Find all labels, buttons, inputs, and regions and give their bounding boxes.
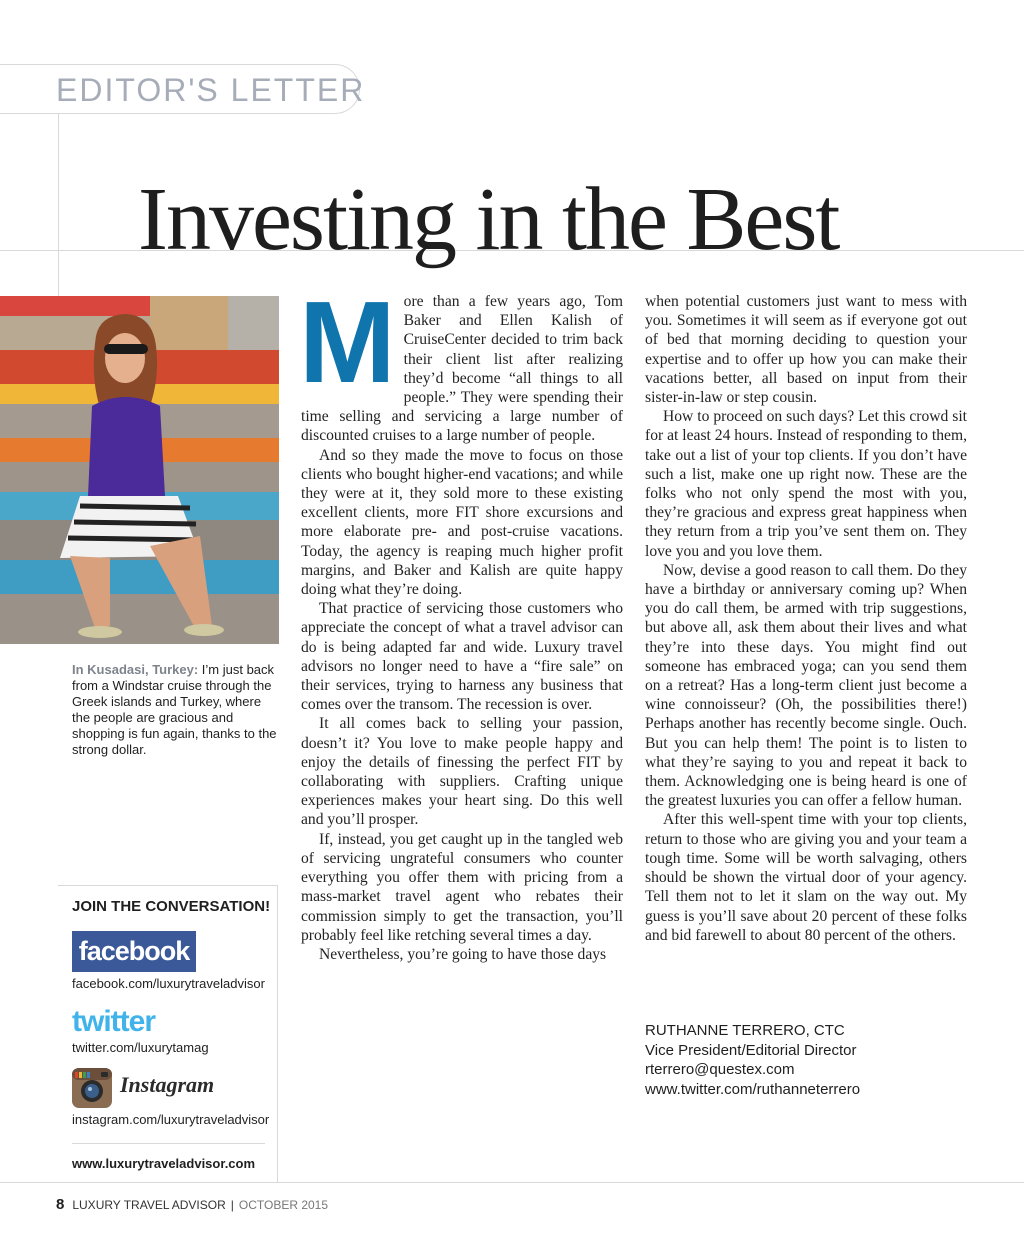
section-label: EDITOR'S LETTER <box>56 72 366 108</box>
author-title: Vice President/Editorial Director <box>645 1041 857 1059</box>
author-twitter[interactable]: www.twitter.com/ruthanneterrero <box>645 1080 861 1098</box>
bottom-rule <box>0 1182 1024 1183</box>
facebook-link[interactable]: facebook.com/luxurytraveladvisor <box>72 976 265 991</box>
article-column-1 <box>299 277 623 964</box>
drop-cap: M <box>299 277 396 407</box>
article-paragraph: How to proceed on such days? Let this crowd sit for at least 24 hours. Instead of responding to them, take out a list of your top clients. If you don’t have such a list, make one up right now. These are the folks who not only spend the most with you, they’re gracious and express great happiness when they return from a trip you’ve sent them on. They love you and you love them. <box>645 408 967 560</box>
page-number: 8 <box>56 1196 65 1213</box>
article-paragraph: when potential customers just want to mess with you. Sometimes it will seem as if everyone got out of bed that morning deciding to question your expertise and to offer up how you can make their vacations better, all based on input from their sister-in-law or step cousin. <box>645 293 967 407</box>
caption-lead: In Kusadasi, Turkey: <box>72 662 199 677</box>
article-paragraph: Now, devise a good reason to call them. Do they have a birthday or anniversary coming up? When you do call them, be armed with trip suggestions, but above all, ask them about their lives and what they’re into these days. You might find out someone has embraced yoga; can you send them on a retreat? Has a long-term client just become a wine connoisseur? (Oh, the possibilities there!) Perhaps another has recently become single. Ouch. But you can help them! The point is to listen to what they’re saying to you and repeat it back to them. Acknowledging one is being heard is one of the greatest luxuries you can offer a fellow human. <box>645 561 967 810</box>
social-divider <box>72 1143 265 1144</box>
author-email[interactable]: rterrero@questex.com <box>645 1061 795 1078</box>
article-paragraph: And so they made the move to focus on those clients who bought higher-end vacations; and while they were at it, they sold more to these existing excellent clients, more FIT shore excursions and more elaborate pre- and post-cruise vacations. Today, the agency is reaping much higher profit margins, and Baker and Kalish are quite happy doing what they’re doing. <box>301 446 623 599</box>
publication-name: LUXURY TRAVEL ADVISOR <box>72 1198 226 1212</box>
editor-photo-illustration <box>0 296 279 644</box>
article-paragraph: More than a few years ago, Tom Baker and Ellen Kalish of CruiseCenter decided to trim back their client list after realizing they’d become “all things to all people.” They were spending their time selling and servicing a large number of discounted cruises to a large number of people. <box>299 277 623 445</box>
website-link[interactable]: www.luxurytraveladvisor.com <box>72 1156 256 1171</box>
author-name: RUTHANNE TERRERO, CTC <box>645 1022 845 1039</box>
left-rule <box>58 114 59 296</box>
article-paragraph: Nevertheless, you’re going to have those days <box>319 945 607 963</box>
headline: Investing in the Best <box>138 170 839 269</box>
caption-text: I’m just back from a Windstar cruise through the Greek islands and Turkey, where the people are gracious and shopping is fun again, thanks to the strong dollar. <box>72 662 277 757</box>
facebook-logo[interactable]: facebook <box>72 931 196 972</box>
join-heading: JOIN THE CONVERSATION! <box>72 898 271 915</box>
instagram-link[interactable]: instagram.com/luxurytraveladvisor <box>72 1112 270 1127</box>
instagram-camera-icon[interactable] <box>72 1068 112 1108</box>
article-paragraph: After this well-spent time with your top clients, return to those who are giving you and your team a tough time. Some will be worth salvaging, others should be shown the virtual door of your agency. Tell them not to let it slam on the way out. My guess is you’ll save about 20 percent of these folks and bid farewell to about 80 percent of the others. <box>645 811 967 944</box>
footer-separator: | <box>230 1198 234 1212</box>
article-column-2 <box>645 292 967 945</box>
article-paragraph: That practice of servicing those customers who appreciate the concept of what a travel advisor can do is being adapted far and wide. Luxury travel advisors no longer need to have a “fire sale” on their services, trying to harness any business that comes over the transom. The recession is over. <box>301 600 623 714</box>
instagram-logo[interactable]: Instagram <box>120 1072 215 1097</box>
signature-block <box>645 1021 860 1099</box>
article-paragraph: If, instead, you get caught up in the tangled web of servicing ungrateful consumers who counter everything you offer them with pricing from a mass-market travel agent who rebates their commission simply to get the transaction, you’ll probably feel like retching several times a day. <box>301 830 623 944</box>
issue-date: OCTOBER 2015 <box>238 1198 329 1212</box>
page-footer <box>56 1196 328 1213</box>
photo-caption <box>72 662 277 758</box>
twitter-logo[interactable]: twitter <box>72 1005 155 1038</box>
editor-photo <box>0 296 279 644</box>
article-paragraph: It all comes back to selling your passion, doesn’t it? You love to make people happy and enjoy the details of finessing the perfect FIT by collaborating with suppliers. Crafting unique experiences makes your heart sing. Do this well and you’ll prosper. <box>301 715 623 829</box>
twitter-link[interactable]: twitter.com/luxurytamag <box>72 1040 209 1055</box>
